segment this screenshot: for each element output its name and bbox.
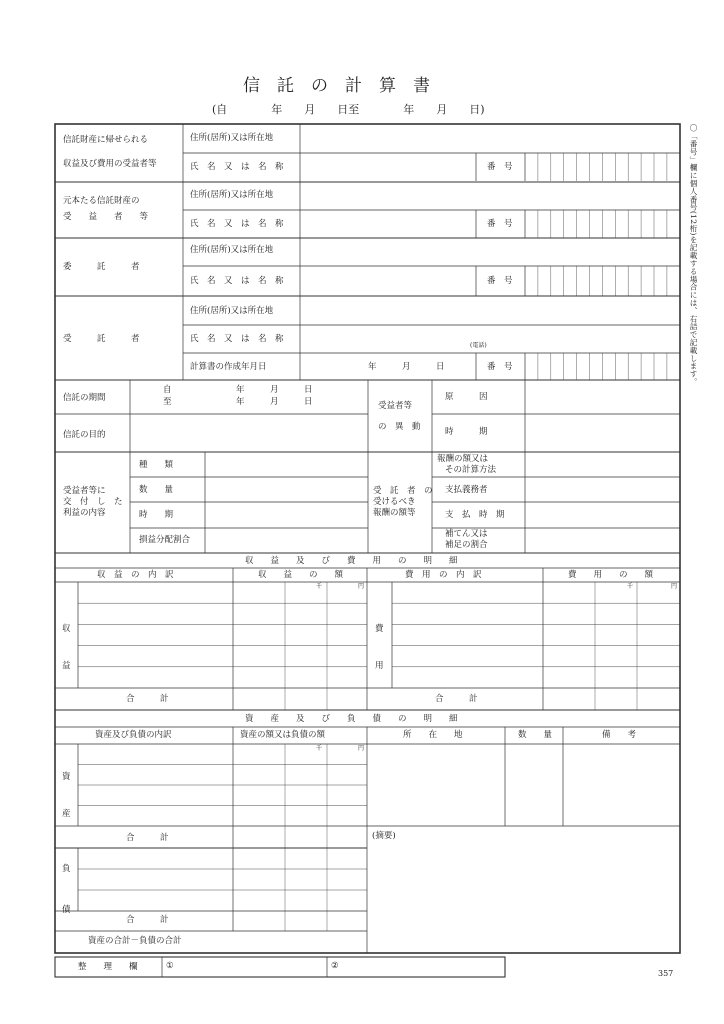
name-label: 氏 名 又 は 名 称	[190, 219, 284, 229]
period-from: 自	[163, 385, 172, 395]
period-from-date: 年 月 日	[236, 385, 313, 395]
fee-method-label-2: その計算方法	[445, 465, 497, 475]
beneficiary-label-2: 収益及び費用の受益者等	[63, 159, 157, 169]
number-label: 番 号	[487, 276, 513, 286]
payer-label: 支払義務者	[445, 485, 488, 495]
asset-side-label-2: 産	[62, 809, 71, 819]
time-label: 時 期	[139, 510, 174, 520]
supplement-label: 補てん又は	[445, 529, 488, 539]
name-label: 氏 名 又 は 名 称	[190, 334, 284, 344]
settlor-label: 委 託 者	[63, 262, 140, 272]
beneficiary-change-label: 受益者等	[378, 401, 413, 411]
arrangement-label: 整 理 欄	[78, 962, 138, 972]
fee-method-label: 報酬の額又は	[437, 454, 489, 464]
remarks-col: 備 考	[602, 730, 637, 740]
field-two: ②	[331, 961, 339, 971]
created-date-value: 年 月 日	[368, 362, 445, 372]
liability-side-label-2: 債	[62, 905, 71, 915]
trust-purpose-label: 信託の目的	[63, 430, 106, 440]
trustee-fee-label-2: 受けるべき	[373, 497, 416, 507]
asset-detail-col: 資産及び負債の内訳	[95, 730, 172, 740]
trustee-label: 受 託 者	[63, 334, 140, 344]
original-beneficiary-label: 元本たる信託財産の	[63, 196, 140, 206]
expense-detail-col: 費 用 の 内 訳	[405, 570, 482, 580]
beneficiary-change-label-2: の 異 動	[378, 422, 421, 432]
period-to: 至	[163, 397, 172, 407]
liability-total-label: 合 計	[126, 915, 169, 925]
income-total-label: 合 計	[126, 694, 169, 704]
period-to-date: 年 月 日	[236, 397, 313, 407]
net-assets-label: 資産の合計－負債の合計	[88, 936, 182, 946]
income-side-label-2: 益	[62, 661, 71, 671]
field-one: ①	[166, 961, 174, 971]
pay-time-label: 支 払 時 期	[445, 510, 505, 520]
thousand-unit: 千	[316, 583, 323, 590]
supplement-label-2: 補足の割合	[445, 540, 488, 550]
income-side-label: 収	[62, 624, 71, 634]
yen-unit: 円	[358, 745, 365, 752]
page-number: 357	[658, 969, 674, 978]
name-label: 氏 名 又 は 名 称	[190, 162, 284, 172]
quantity-col: 数 量	[518, 730, 553, 740]
income-detail-col: 収 益 の 内 訳	[97, 570, 174, 580]
address-label: 住所(居所)又は所在地	[190, 190, 274, 200]
yen-unit: 円	[671, 583, 678, 590]
cause-label: 原 因	[445, 392, 488, 402]
address-label: 住所(居所)又は所在地	[190, 133, 274, 143]
liability-side-label: 負	[62, 864, 71, 874]
time-label: 時 期	[445, 427, 488, 437]
expense-side-label: 費	[375, 624, 384, 634]
benefit-content-label-2: 交 付 し た	[63, 497, 123, 507]
address-label: 住所(居所)又は所在地	[190, 306, 274, 316]
thousand-unit: 千	[316, 745, 323, 752]
number-label: 番 号	[487, 162, 513, 172]
benefit-content-label: 受益者等に	[63, 486, 106, 496]
expense-side-label-2: 用	[375, 661, 384, 671]
yen-unit: 円	[358, 583, 365, 590]
address-label: 住所(居所)又は所在地	[190, 245, 274, 255]
trustee-fee-label: 受 託 者 の	[373, 486, 433, 496]
summary-label: (摘要)	[372, 831, 396, 841]
thousand-unit: 千	[627, 583, 634, 590]
income-amount-col: 収 益 の 額	[258, 570, 344, 580]
ratio-label: 損益分配割合	[139, 535, 191, 545]
page-title: 信 託 の 計 算 書	[243, 76, 430, 96]
number-label: 番 号	[487, 362, 513, 372]
beneficiary-label: 信託財産に帰せられる	[63, 135, 149, 145]
side-note: 〇「番号」欄に個人番号(12桁)を記載する場合には、右詰で記載します。	[689, 124, 698, 386]
name-label: 氏 名 又 は 名 称	[190, 276, 284, 286]
benefit-content-label-3: 利益の内容	[63, 508, 106, 518]
income-expense-header: 収 益 及 び 費 用 の 明 細	[245, 556, 458, 566]
asset-amount-col: 資産の額又は負債の額	[240, 730, 326, 740]
assets-header: 資 産 及 び 負 債 の 明 細	[245, 714, 458, 724]
quantity-label: 数 量	[139, 485, 174, 495]
expense-amount-col: 費 用 の 額	[568, 570, 654, 580]
asset-side-label: 資	[62, 772, 71, 782]
asset-total-label: 合 計	[126, 833, 169, 843]
trust-period-label: 信託の期間	[63, 393, 106, 403]
period-line: (自 年 月 日至 年 月 日)	[212, 103, 485, 116]
number-label: 番 号	[487, 219, 513, 229]
expense-total-label: 合 計	[435, 694, 478, 704]
original-beneficiary-label-2: 受 益 者 等	[63, 212, 149, 222]
created-date-label: 計算書の作成年月日	[190, 362, 267, 372]
trustee-fee-label-3: 報酬の額等	[373, 508, 416, 518]
kind-label: 種 類	[139, 460, 174, 470]
location-col: 所 在 地	[403, 730, 463, 740]
phone-label: (電話)	[470, 342, 487, 349]
